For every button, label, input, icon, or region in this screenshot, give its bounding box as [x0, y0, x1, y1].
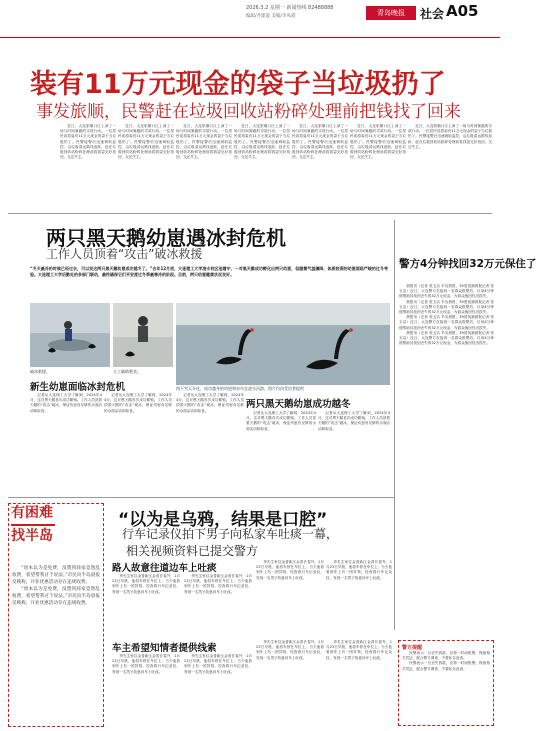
story1-headline: 装有11万元现金的袋子当垃圾扔了 [30, 69, 446, 100]
column-divider [394, 220, 395, 630]
story3-column-5: 李先生家住金普新区金普长春外，1月23日早晨，他将车停在车位上。当天他看到车上有一团异物，经查看行车记录仪，发现一名男子故意向车上吐痰。 [112, 654, 180, 674]
story2-column-2: 记者从大连理工大学了解到，2024年4月，这对黑天鹅首次成功繁殖。工作人员顶着天鹅的“攻击”破冰，保证幼崽有足够的水面活动和取食。 [104, 393, 172, 413]
story2-column-5: 记者从大连理工大学了解到，2024年4月，这对黑天鹅首次成功繁殖。工作人员顶着天鹅的“攻击”破冰，保证幼崽有足够的水面活动和取食。 [318, 411, 391, 431]
story2-column-4: 记者从大连理工大学了解到，2024年4月，这对黑天鹅首次成功繁殖。工作人员顶着天鹅的“攻击”破冰，保证幼崽有足够的水面活动和取食。 [246, 411, 316, 431]
story3-column-8: 李先生家住金普新区金普长春外，1月23日早晨，他将车停在车位上。当天他看到车上有一团异物，经查看行车记录仪，发现一名男子故意向车上吐痰。 [326, 640, 392, 660]
page-header [0, 0, 500, 38]
newspaper-logo: 青岛晚报 [366, 6, 416, 20]
story1-column-5: 近日，大连旅顺口区上演了一场与时间赛跑的寻款行动。一位居民误将装有11万元现金的袋子当垃圾扔了。民警接警后迅速调取监控，沿垃圾清运路线追踪，赶在垃圾回收站粉碎处理前将钱袋完好找回，交还失主。 [292, 124, 348, 160]
story1-column-7: 近日，大连旅顺口区上演了一场与时间赛跑的寻款行动。一位居民误将装有11万元现金的袋子当垃圾扔了。民警接警后迅速调取监控，沿垃圾清运路线追踪，赶在垃圾回收站粉碎处理前将钱袋完好找回，交还失主。 [408, 124, 492, 149]
story3-headline: “以为是乌鸦，结果是口腔” [118, 510, 328, 530]
editor-credits: 编辑/齐建波 美编/李凤霞 [246, 14, 296, 19]
story1-subheadline: 事发旅顺，民警赶在垃圾回收站粉碎处理前把钱找了回来 [36, 102, 461, 122]
story3-column-2: 李先生家住金普新区金普长春外，1月23日早晨，他将车停在车位上。当天他看到车上有一团异物，经查看行车记录仪，发现一名男子故意向车上吐痰。 [184, 574, 252, 594]
story1-column-3: 近日，大连旅顺口区上演了一场与时间赛跑的寻款行动。一位居民误将装有11万元现金的袋子当垃圾扔了。民警接警后迅速调取监控，沿垃圾清运路线追踪，赶在垃圾回收站粉碎处理前将钱袋完好找回，交还失主。 [176, 124, 232, 160]
ice-rescue-photo [30, 303, 110, 367]
black-swans-caption: 图下雪天开化，成功越冬的幼崽和亲鸟在凌水河游。图片均由受访者提供 [176, 386, 304, 391]
story2-lead: “冬天最冷的时候已经过去，可以说这两只黑天鹅幼崽成功越冬了。”去年12月底，大连理工大学凌水校区池塘中，一对黑天鹅成功孵化出两只幼崽，但随着气温骤降，体质较弱的幼崽面临严峻的过冬考验。大连理工大学后勤处的多部门联动，最终确保它们平安度过冬季最寒冷的阶段。目前，两只幼崽健康状况良好。 [30, 266, 388, 277]
divider [8, 213, 492, 214]
story2-headline: 两只黑天鹅幼崽遇冰封危机 [46, 226, 286, 250]
tip-title: 警方提醒 [402, 645, 423, 651]
story3-subheadline-2: 相关视频资料已提交警方 [126, 544, 259, 558]
help-line-2: 找半岛 [11, 524, 55, 544]
story3-column-7: 李先生家住金普新区金普长春外，1月23日早晨，他将车停在车位上。当天他看到车上有一团异物，经查看行车记录仪，发现一名男子故意向车上吐痰。 [256, 640, 324, 660]
story3-subheadline-1: 行车记录仪拍下男子向私家车吐痰一幕， [122, 527, 339, 541]
section-name: 社会 [420, 7, 445, 21]
ice-rescue-caption: 破冰救援。 [30, 369, 50, 374]
page-number: A05 [446, 2, 479, 20]
police-tip-box [398, 640, 494, 726]
black-swans-photo [176, 303, 390, 385]
story2-subheadline: 工作人员顶着“攻击”破冰救援 [46, 247, 203, 261]
sidebar-headline: 警方4分钟找回32万元保住了 [399, 258, 536, 270]
story2-subhead-1: 新生幼崽面临冰封危机 [30, 382, 126, 393]
story1-column-4: 近日，大连旅顺口区上演了一场与时间赛跑的寻款行动。一位居民误将装有11万元现金的袋子当垃圾扔了。民警接警后迅速调取监控，沿垃圾清运路线追踪，赶在垃圾回收站粉碎处理前将钱袋完好找回，交还失主。 [234, 124, 290, 160]
divider [8, 497, 394, 498]
tip-body: 民警表示一旦丢失钱款，应第一时间报警，保留相关凭证，配合警方调查，不要私自追查。 民警表示一旦丢失钱款，应第一时间报警，保留相关凭证，配合警方调查，不要私自追查。 [402, 651, 490, 671]
story2-column-1: 记者从大连理工大学了解到，2024年4月，这对黑天鹅首次成功繁殖。工作人员顶着天鹅的“攻击”破冰，保证幼崽有足够的水面活动和取食。 [30, 393, 103, 413]
help-line-1: 有困难 [11, 505, 53, 521]
feeding-caption: 人工辅助喂食。 [113, 369, 141, 374]
story2-column-3: 记者从大连理工大学了解到，2024年4月，这对黑天鹅首次成功繁殖。工作人员顶着天鹅的“攻击”破冰，保证幼崽有足够的水面活动和取食。 [176, 393, 244, 413]
story1-column-6: 近日，大连旅顺口区上演了一场与时间赛跑的寻款行动。一位居民误将装有11万元现金的袋子当垃圾扔了。民警接警后迅速调取监控，沿垃圾清运路线追踪，赶在垃圾回收站粉碎处理前将钱袋完好找回，交还失主。 [350, 124, 406, 160]
help-badge [11, 505, 55, 560]
help-body: “原本以为是免费，没想到商家竟然乱收费，希望帮我讨个说法。”市民向半岛晨报反映称，开业优惠活动存在违规收费。 “原本以为是免费，没想到商家竟然乱收费，希望帮我讨个说法。”市民向半岛晨报反映称，开业优惠活动存在违规收费。 [12, 566, 100, 606]
story3-column-3: 李先生家住金普新区金普长春外，1月23日早晨，他将车停在车位上。当天他看到车上有一团异物，经查看行车记录仪，发现一名男子故意向车上吐痰。 [256, 560, 324, 580]
sidebar-body: 晨报讯（记者 张玉洁 半岛晨报，39度视频晨报记者 张玉洁）近日，大连警方在接到一名群众报警后，仅用4分钟便帮助其找回丢失的32万元现金，为群众挽回经济损失。 晨报讯（记者 张玉洁 半岛晨报，39度视频晨报记者 张玉洁）近日，大连警方在接到一名群众报警后，仅用4分钟便帮助其找回丢失的32万元现金，为群众挽回经济损失。 晨报讯（记者 张玉洁 半岛晨报，39度视频晨报记者 张玉洁）近日，大连警方在接到一名群众报警后，仅用4分钟便帮助其找回丢失的32万元现金，为群众挽回经济损失。 晨报讯（记者 张玉洁 半岛晨报，39度视频晨报记者 张玉洁）近日，大连警方在接到一名群众报警后，仅用4分钟便帮助其找回丢失的32万元现金，为群众挽回经济损失。 [399, 284, 494, 346]
story1-column-1: 近日，大连旅顺口区上演了一场与时间赛跑的寻款行动。一位居民误将装有11万元现金的袋子当垃圾扔了。民警接警后迅速调取监控，沿垃圾清运路线追踪，赶在垃圾回收站粉碎处理前将钱袋完好找回，交还失主。 [60, 124, 116, 160]
issue-date: 2026.3.2 星期一 新闻热线 82488888 [246, 5, 334, 11]
story3-subhead-1: 路人故意往道边车上吐痰 [112, 563, 217, 574]
story3-subhead-2: 车主希望知情者提供线索 [112, 643, 217, 654]
story3-column-1: 李先生家住金普新区金普长春外，1月23日早晨，他将车停在车位上。当天他看到车上有一团异物，经查看行车记录仪，发现一名男子故意向车上吐痰。 [112, 574, 180, 594]
feeding-photo [113, 303, 173, 367]
story2-subhead-2: 两只黑天鹅幼崽成功越冬 [246, 399, 351, 410]
story3-column-4: 李先生家住金普新区金普长春外，1月23日早晨，他将车停在车位上。当天他看到车上有一团异物，经查看行车记录仪，发现一名男子故意向车上吐痰。 [326, 560, 392, 580]
story1-column-2: 近日，大连旅顺口区上演了一场与时间赛跑的寻款行动。一位居民误将装有11万元现金的袋子当垃圾扔了。民警接警后迅速调取监控，沿垃圾清运路线追踪，赶在垃圾回收站粉碎处理前将钱袋完好找回，交还失主。 [118, 124, 174, 160]
story3-column-6: 李先生家住金普新区金普长春外，1月23日早晨，他将车停在车位上。当天他看到车上有一团异物，经查看行车记录仪，发现一名男子故意向车上吐痰。 [184, 654, 252, 674]
